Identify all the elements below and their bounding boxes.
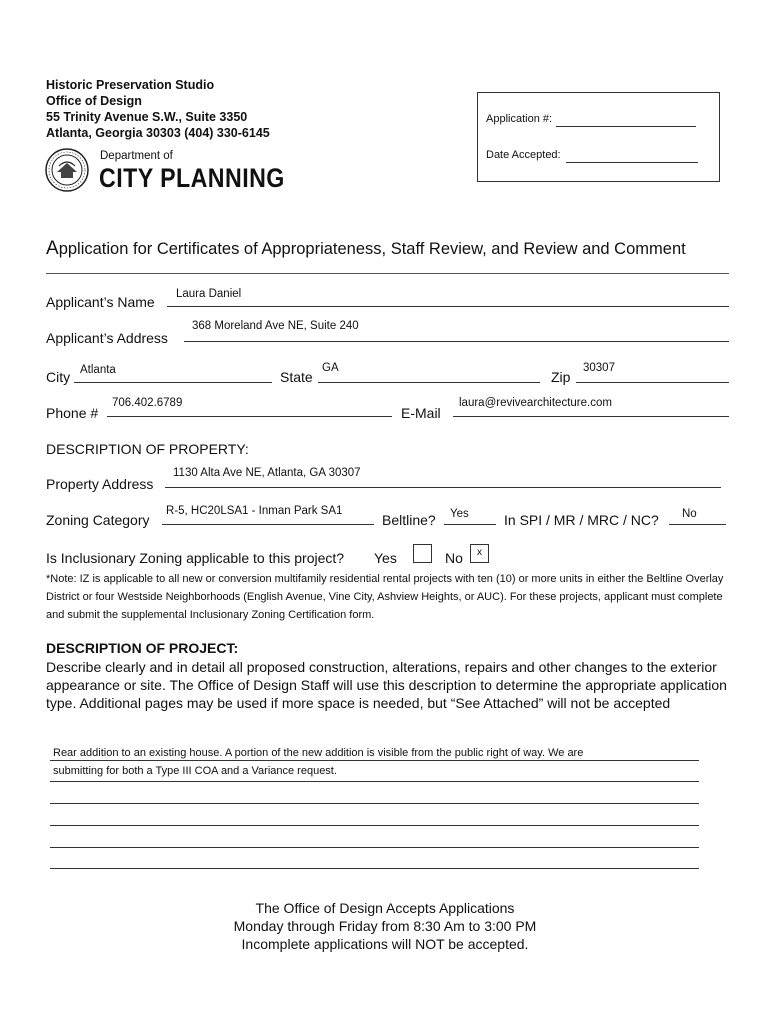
applicant-address-field[interactable] <box>184 341 729 342</box>
iz-yes-label: Yes <box>374 550 397 566</box>
description-line-1[interactable] <box>50 760 699 761</box>
description-line-2[interactable] <box>50 781 699 782</box>
property-address-value: 1130 Alta Ave NE, Atlanta, GA 30307 <box>173 467 361 479</box>
property-address-field[interactable] <box>165 487 721 488</box>
spi-field[interactable] <box>669 524 726 525</box>
zoning-category-label: Zoning Category <box>46 512 150 528</box>
applicant-name-label: Applicant’s Name <box>46 294 155 310</box>
state-value: GA <box>322 362 339 374</box>
email-field[interactable] <box>453 416 729 417</box>
city-field[interactable] <box>74 382 272 383</box>
project-section-heading: DESCRIPTION OF PROJECT: <box>46 640 239 656</box>
applicant-name-value: Laura Daniel <box>176 288 242 300</box>
date-accepted-field[interactable] <box>566 162 698 163</box>
city-seal-icon <box>45 148 89 192</box>
date-accepted-label: Date Accepted: <box>486 149 561 161</box>
description-line-3[interactable] <box>50 803 699 804</box>
address-line: 55 Trinity Avenue S.W., Suite 3350 <box>46 110 248 124</box>
zip-value: 30307 <box>583 362 615 374</box>
phone-field[interactable] <box>107 416 392 417</box>
spi-value: No <box>682 508 697 520</box>
project-description-line: submitting for both a Type III COA and a Variance request. <box>53 765 337 777</box>
description-line-4[interactable] <box>50 825 699 826</box>
phone-label: Phone # <box>46 405 99 421</box>
form-title: Application for Certificates of Appropriateness, Staff Review, and Review and Comment <box>46 238 686 259</box>
project-description-line: Rear addition to an existing house. A portion of the new addition is visible from the public right of way. We are <box>53 747 584 759</box>
description-line-6[interactable] <box>50 868 699 869</box>
footer-line: Monday through Friday from 8:30 Am to 3:00 PM <box>233 918 537 934</box>
iz-no-checkbox[interactable]: x <box>470 544 489 563</box>
zip-field[interactable] <box>576 382 729 383</box>
city-planning-logo-text: CITY PLANNING <box>99 163 285 193</box>
application-number-field[interactable] <box>556 126 696 127</box>
title-divider <box>46 273 729 274</box>
footer-notice <box>0 899 770 953</box>
department-label: Department of <box>100 150 173 162</box>
address-line: Office of Design <box>46 94 142 108</box>
beltline-value: Yes <box>450 508 469 520</box>
beltline-field[interactable] <box>444 524 496 525</box>
description-line-5[interactable] <box>50 847 699 848</box>
applicant-name-field[interactable] <box>167 306 729 307</box>
iz-yes-checkbox[interactable] <box>413 544 432 563</box>
address-line: Historic Preservation Studio <box>46 78 215 92</box>
city-label: City <box>46 369 71 385</box>
state-field[interactable] <box>318 382 540 383</box>
property-address-label: Property Address <box>46 476 154 492</box>
property-section-heading: DESCRIPTION OF PROPERTY: <box>46 441 249 457</box>
office-use-box <box>477 92 720 182</box>
office-address <box>46 77 270 141</box>
beltline-label: Beltline? <box>382 512 436 528</box>
footer-line: Incomplete applications will NOT be accepted. <box>241 936 529 952</box>
email-label: E-Mail <box>401 405 441 421</box>
application-number-label: Application #: <box>486 113 553 125</box>
zoning-category-field[interactable] <box>162 524 374 525</box>
address-line: Atlanta, Georgia 30303 (404) 330-6145 <box>46 126 270 140</box>
footer-line: The Office of Design Accepts Applications <box>255 900 515 916</box>
project-instructions: Describe clearly and in detail all proposed construction, alterations, repairs and other changes to the exterior appearance or site. The Office of Design Staff will use this description to determine the appropriate application type. Additional pages may be used if more space is needed, but “See Attached” will not be accepted <box>46 659 727 711</box>
phone-value: 706.402.6789 <box>112 397 183 409</box>
city-value: Atlanta <box>80 364 116 376</box>
applicant-address-value: 368 Moreland Ave NE, Suite 240 <box>192 320 359 332</box>
email-value: laura@revivearchitecture.com <box>459 397 612 409</box>
iz-note: *Note: IZ is applicable to all new or conversion multifamily residential rental projects with ten (10) or more units in either the Beltline Overlay District or four Westside Neighborhoods (English Avenue, Vine City, Ashview Heights, or AUC). For these projects, applicant must complete and submit the supplemental Inclusionary Zoning Certification form. <box>46 573 724 621</box>
zip-label: Zip <box>551 369 571 385</box>
zoning-category-value: R-5, HC20LSA1 - Inman Park SA1 <box>166 505 343 517</box>
state-label: State <box>280 369 313 385</box>
iz-no-label: No <box>445 550 463 566</box>
iz-question: Is Inclusionary Zoning applicable to this project? <box>46 550 345 566</box>
spi-label: In SPI / MR / MRC / NC? <box>504 512 659 528</box>
applicant-address-label: Applicant’s Address <box>46 330 168 346</box>
